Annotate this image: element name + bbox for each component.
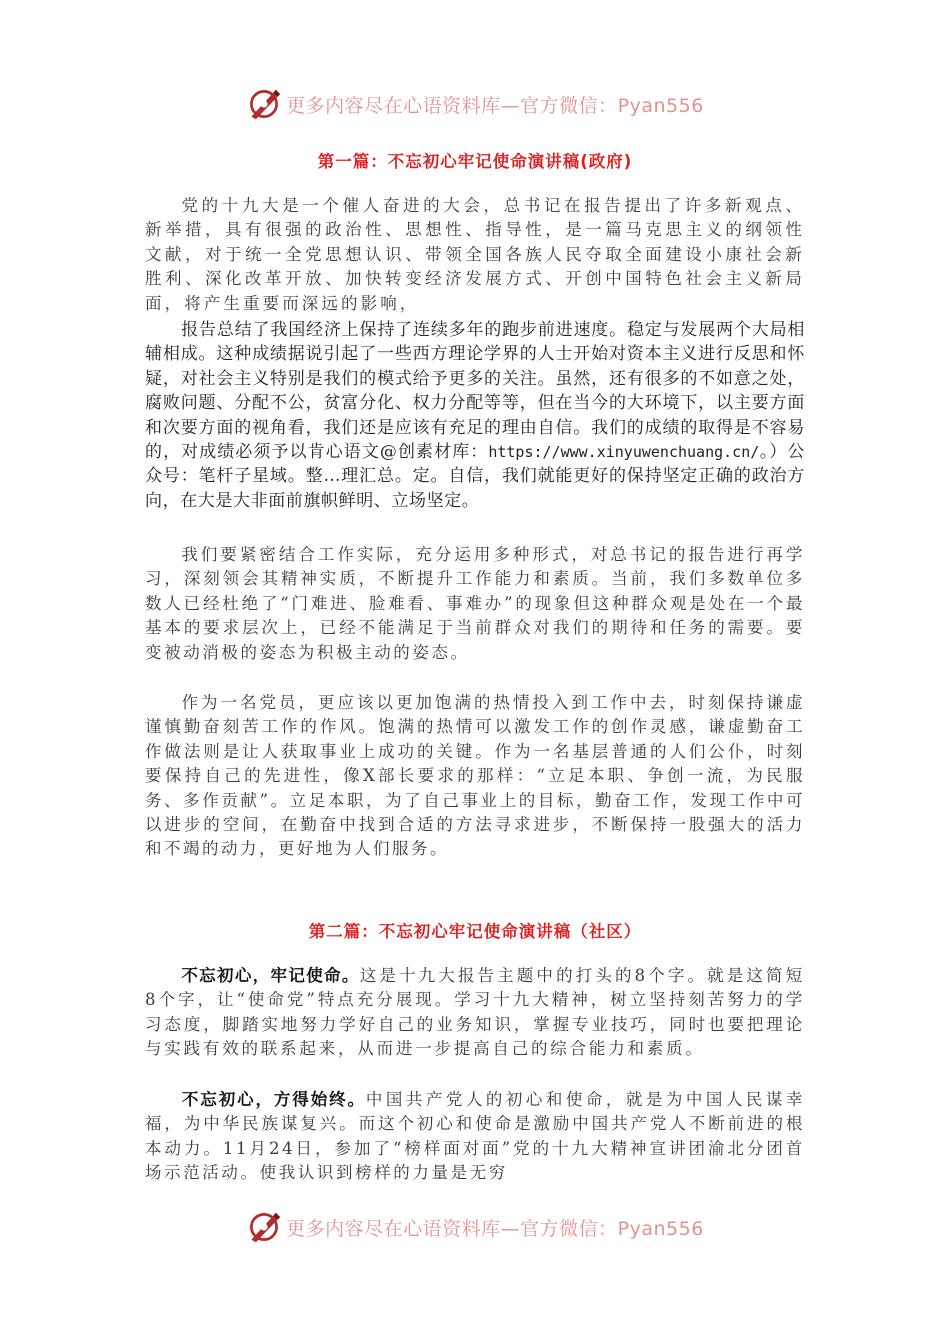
paragraph-1: 党的十九大是一个催人奋进的大会，总书记在报告提出了许多新观点、新举措，具有很强的政治性、思想性、指导性，是一篇马克思主义的纲领性文献，对于统一全党思想认识、带领全国各族人民夺取全面建设小康社会新胜利、深化改革开放、加快转变经济发展方式、开创中国特色社会主义新局面，将产生重要而深远的影响，	[145, 196, 805, 313]
footer-banner	[0, 1207, 950, 1247]
section-title-1: 第一篇：不忘初心牢记使命演讲稿(政府)	[317, 152, 633, 171]
paragraph-6: 不忘初心，方得始终。中国共产党人的初心和使命，就是为中国人民谋幸福，为中华民族谋复兴。而这个初心和使命是激励中国共产党人不断前进的根本动力。11月24日，参加了“榜样面对面”党的十九大精神宣讲团渝北分团首场示范活动。使我认识到榜样的力量是无穷	[145, 1090, 806, 1183]
lead-phrase-1: 不忘初心，牢记使命。	[181, 966, 360, 985]
paragraph-4: 作为一名党员，更应该以更加饱满的热情投入到工作中去，时刻保持谦虚谨慎勤奋刻苦工作的作风。饱满的热情可以激发工作的创作灵感，谦虚勤奋工作做法则是让人获取事业上成功的关键。作为一名基层普通的人们公仆，时刻要保持自己的先进性，像X部长要求的那样：“立足本职、争创一流，为民服务、多作贡献”。立足本职，为了自己事业上的目标，勤奋工作，发现工作中可以进步的空间，在勤奋中找到合适的方法寻求进步，不断保持一股强大的活力和不竭的动力，更好地为人们服务。	[145, 693, 805, 859]
lead-phrase-2: 不忘初心，方得始终。	[181, 1090, 366, 1109]
pen-logo-icon	[246, 86, 282, 122]
paragraph-5: 不忘初心，牢记使命。这是十九大报告主题中的打头的8个字。就是这简短8个字，让“使命党”特点充分展现。学习十九大精神，树立坚持刻苦努力的学习态度，脚踏实地努力学好自己的业务知识，掌握专业技巧，同时也要把理论与实践有效的联系起来，从而进一步提高自己的综合能力和素质。	[145, 966, 805, 1059]
banner-text: 更多内容尽在心语资料库—官方微信：Pyan556	[286, 94, 704, 117]
source-url: https://www.xinyuwenchuang.cn/	[488, 443, 760, 462]
header-banner	[0, 84, 950, 124]
pen-logo-icon	[246, 1209, 282, 1245]
paragraph-3: 我们要紧密结合工作实际，充分运用多种形式，对总书记的报告进行再学习，深刻领会其精神实质，不断提升工作能力和素质。当前，我们多数单位多数人已经杜绝了“门难进、脸难看、事难办”的现象但这种群众观是处在一个最基本的要求层次上，已经不能满足于当前群众对我们的期待和任务的需要。要变被动消极的姿态为积极主动的姿态。	[145, 545, 805, 662]
banner-text: 更多内容尽在心语资料库—官方微信：Pyan556	[286, 1217, 704, 1240]
paragraph-2: 报告总结了我国经济上保持了连续多年的跑步前进速度。稳定与发展两个大局相辅相成。这种成绩据说引起了一些西方理论学界的人士开始对资本主义进行反思和怀疑，对社会主义特别是我们的模式给予更多的关注。虽然，还有很多的不如意之处，腐败问题、分配不公，贫富分化、权力分配等等，但在当今的大环境下，以主要方面和次要方面的视角看，我们还是应该有充足的理由自信。我们的成绩的取得是不容易的，对成绩必须予以肯心语文@创素材库：https://www.xinyuwenchuang.cn/。）公众号：笔杆子星域。整…理汇总。定。自信，我们就能更好的保持坚定正确的政治方向，在大是大非面前旗帜鲜明、立场坚定。	[145, 320, 805, 511]
section-title-2: 第二篇：不忘初心牢记使命演讲稿（社区）	[308, 922, 642, 941]
